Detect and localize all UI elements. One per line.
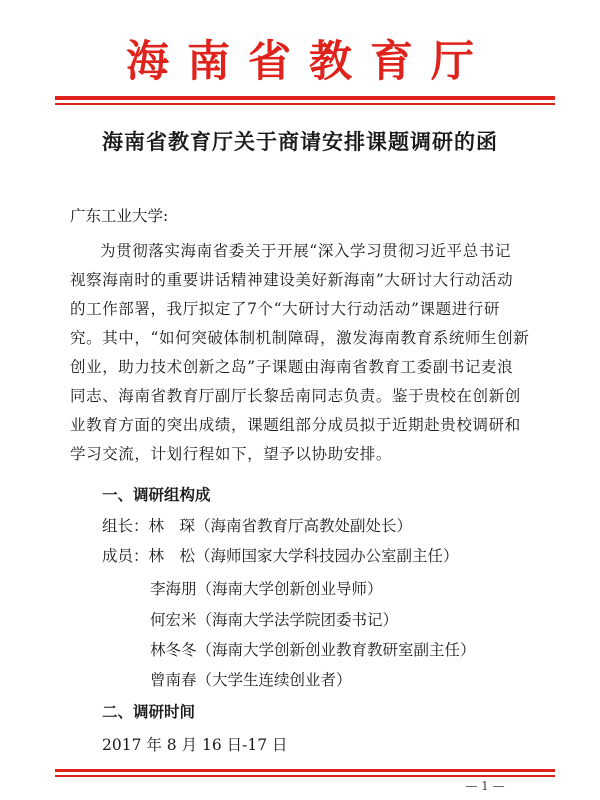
footer-rule-thin [55,775,555,777]
letterhead-rule-thick [55,96,555,100]
body-line: 创业，助力技术创新之岛”子课题由海南省教育工委副书记麦浪 [70,358,514,376]
footer-rule-thick [55,769,555,772]
team-member-line: 林冬冬（海南大学创新创业教育教研室副主任） [150,641,476,659]
letterhead-rule-thin [55,103,555,105]
page-number: — 1 — [465,779,505,793]
body-line: 业教育方面的突出成绩，课题组部分成员拟于近期赴贵校调研和 [70,416,521,434]
recipient-line: 广东工业大学: [70,207,169,225]
body-line: 学习交流，计划行程如下，望予以协助安排。 [70,445,393,463]
section-heading-team: 一、调研组构成 [102,485,211,504]
body-line: 究。其中，“如何突破体制机制障碍，激发海南教育系统师生创新 [70,329,530,347]
date-line: 2017 年 8 月 16 日-17 日 [102,736,288,754]
section-heading-time: 二、调研时间 [102,702,196,721]
team-member-line: 成员：林 松（海师国家大学科技园办公室副主任） [102,547,459,565]
team-member-line: 何宏米（海南大学法学院团委书记） [150,611,399,629]
body-line: 的工作部署，我厅拟定了7个“大研讨大行动活动”课题进行研 [70,300,501,318]
body-line: 同志、海南省教育厅副厅长黎岳南同志负责。鉴于贵校在创新创 [70,387,521,405]
letterhead-title: 海南省教育厅 [126,37,492,87]
team-leader-line: 组长：林 琛（海南省教育厅高教处副处长） [102,517,413,535]
body-line: 视察海南时的重要讲话精神建设美好新海南”大研讨大行动活动 [70,271,514,289]
team-member-line: 曾南春（大学生连续创业者） [150,671,352,689]
body-line: 为贯彻落实海南省委关于开展“深入学习贯彻习近平总书记 [100,242,512,260]
team-member-line: 李海朋（海南大学创新创业导师） [150,580,383,598]
document-title: 海南省教育厅关于商请安排课题调研的函 [102,129,498,154]
